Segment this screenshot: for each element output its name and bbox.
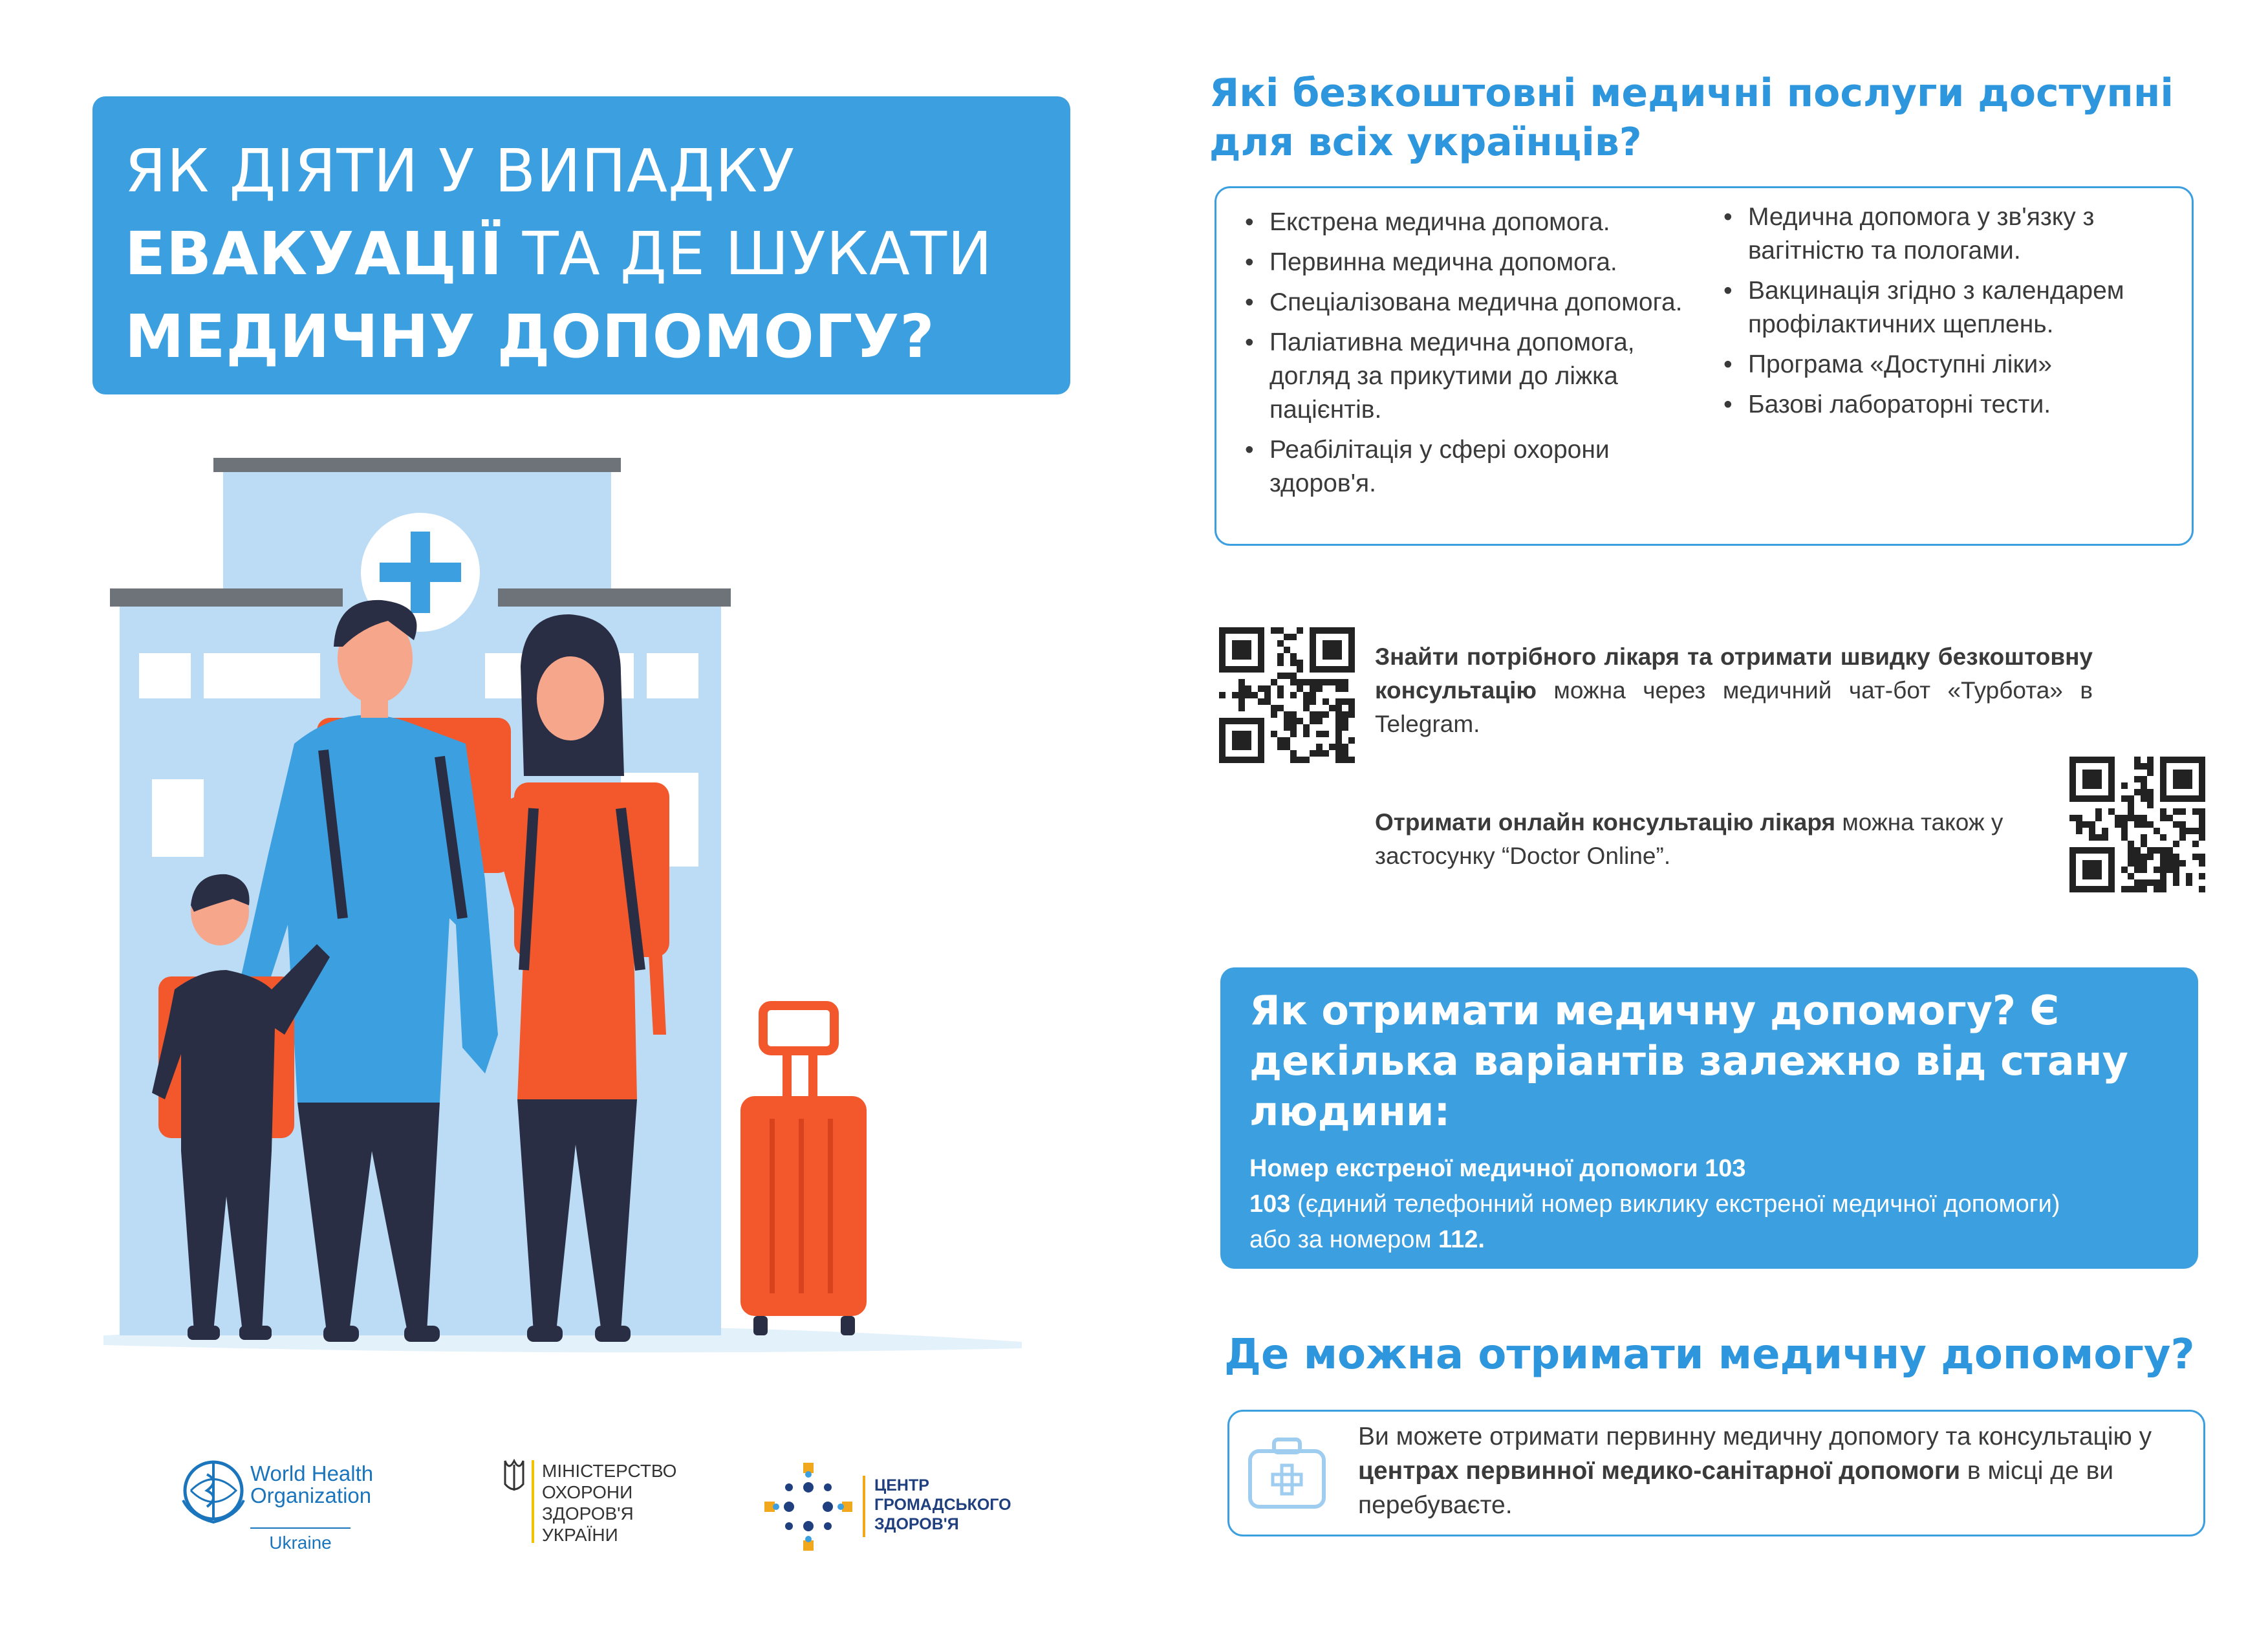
cgz-name: ЦЕНТР ГРОМАДСЬКОГО ЗДОРОВ'Я — [874, 1476, 1011, 1533]
who-name: World Health Organization — [250, 1461, 374, 1507]
list-item: • Базові лабораторні тести. — [1723, 388, 2176, 422]
title-line-2: ЕВАКУАЦІЇ ТА ДЕ ШУКАТИ — [125, 219, 993, 288]
services-heading: Які безкоштовні медичні послуги доступні для всіх українців? — [1209, 70, 2174, 165]
doctor-online-info: Отримати онлайн консультацію лікаря можна також у застосунку “Doctor Online”. — [1375, 809, 2003, 869]
list-item: • Екстрена медична допомога. — [1245, 206, 1698, 239]
cgz-divider — [863, 1476, 865, 1537]
list-item: • Вакцинація згідно з календарем профілактичних щеплень. — [1723, 274, 2176, 341]
trident-icon — [501, 1458, 527, 1497]
where-text: Ви можете отримати первинну медичну допомогу та консультацію у центрах первинної медико-санітарної допомоги в місці де ви перебуваєте. — [1358, 1423, 2152, 1519]
who-emblem-icon — [178, 1455, 249, 1526]
first-aid-kit-icon — [1245, 1434, 1329, 1512]
moh-name: МІНІСТЕРСТВО ОХОРОНИ ЗДОРОВ'Я УКРАЇНИ — [542, 1461, 677, 1545]
turbota-info: Знайти потрібного лікаря та отримати швидку безкоштовну консультацію можна через медичний чат-бот «Турбота» в Telegram. — [1375, 643, 2093, 737]
where-heading: Де можна отримати медичну допомогу? — [1224, 1331, 2195, 1379]
list-item: • Паліативна медична допомога, догляд за прикутими до ліжка пацієнтів. — [1245, 326, 1698, 427]
title-line-1: ЯК ДІЯТИ У ВИПАДКУ — [125, 136, 795, 206]
services-list-left — [1245, 206, 1698, 507]
title-banner — [92, 96, 1070, 394]
doctor-online-qr-code[interactable] — [2069, 757, 2205, 892]
list-item: • Програма «Доступні ліки» — [1723, 348, 2176, 382]
list-item: • Спеціалізована медична допомога. — [1245, 286, 1698, 319]
family-evacuation-illustration — [103, 453, 1074, 1377]
turbota-qr-code[interactable] — [1219, 627, 1355, 763]
list-item: • Первинна медична допомога. — [1245, 246, 1698, 279]
how-to-get-help-box — [1220, 967, 2198, 1269]
emergency-numbers: Номер екстреної медичної допомоги 103 103 (єдиний телефонний номер виклику екстреної медичної допомоги) або за номером 112. — [1249, 1155, 2060, 1253]
list-item: • Реабілітація у сфері охорони здоров'я. — [1245, 433, 1698, 501]
public-health-center-emblem-icon — [763, 1461, 854, 1552]
suitcase-icon — [740, 1006, 867, 1335]
how-to-heading: Як отримати медичну допомогу? Є декілька варіантів залежно від стану людини: — [1249, 987, 2128, 1135]
title-line-3: МЕДИЧНУ ДОПОМОГУ? — [125, 302, 935, 371]
list-item: • Медична допомога у зв'язку з вагітністю та пологами. — [1723, 200, 2176, 268]
services-list-right — [1723, 200, 2176, 428]
who-country: Ukraine — [250, 1527, 351, 1553]
moh-divider — [532, 1460, 534, 1543]
